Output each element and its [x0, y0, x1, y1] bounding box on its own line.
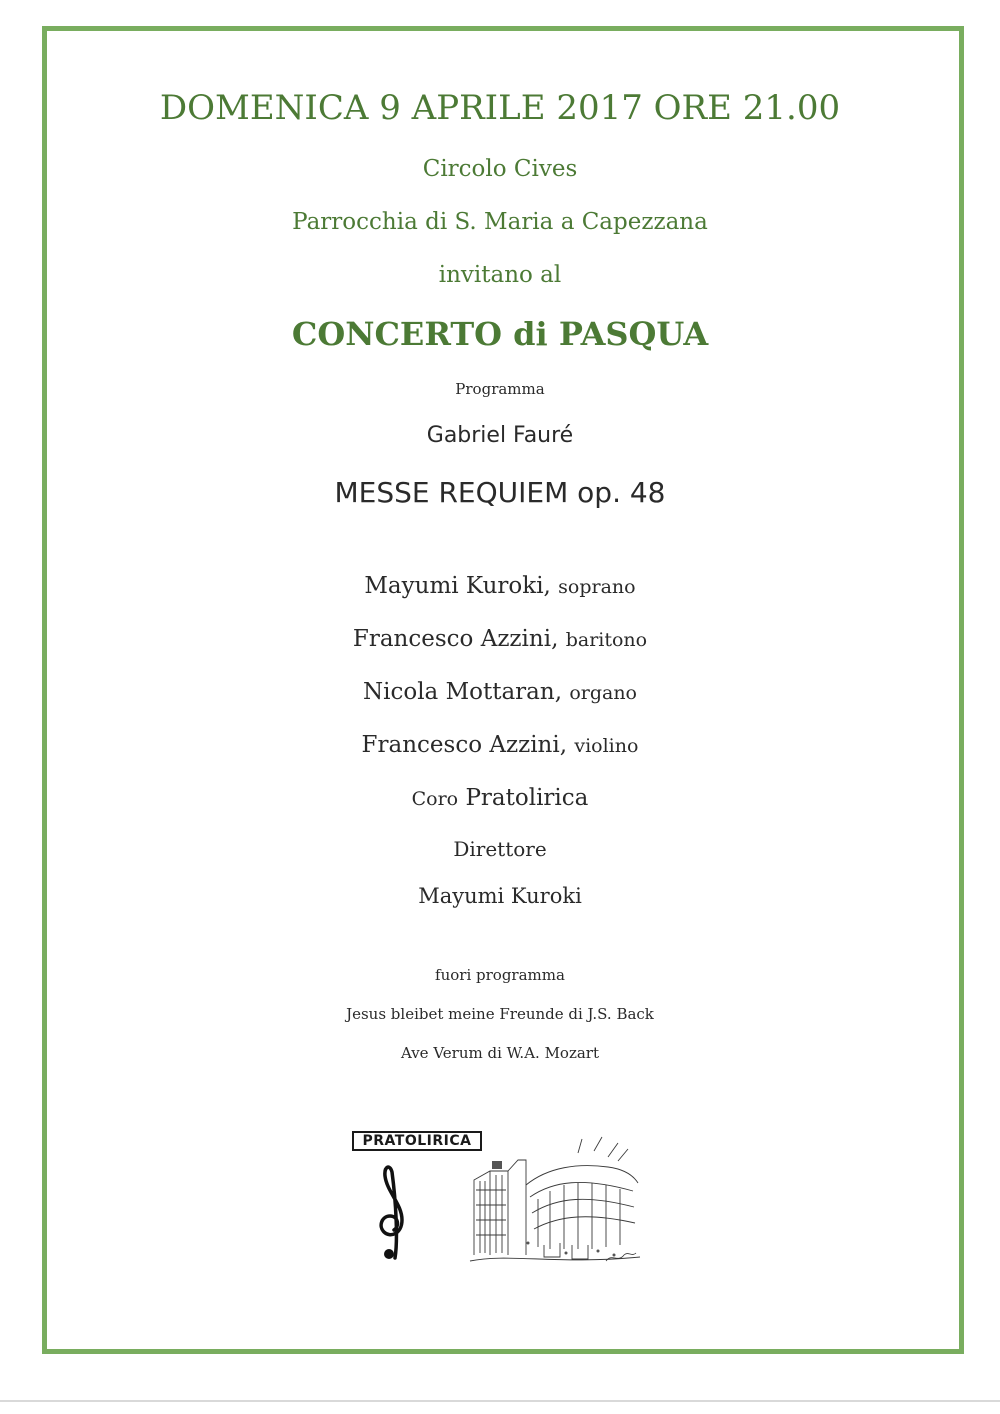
performer-role: baritono	[565, 629, 648, 651]
scan-edge-line	[0, 1400, 1000, 1402]
extras-label: fuori programma	[435, 966, 565, 984]
choir-name: Pratolirica	[465, 785, 589, 811]
performer-line	[0, 729, 1000, 762]
concert-title: CONCERTO di PASQUA	[291, 315, 709, 353]
performer-role: violino	[574, 735, 639, 757]
director-label: Direttore	[453, 837, 547, 861]
director-name: Mayumi Kuroki	[418, 884, 582, 908]
performer-name: Francesco Azzini,	[352, 626, 559, 652]
choir-line	[0, 782, 1000, 815]
performer-role: soprano	[558, 576, 636, 598]
extras-item: Ave Verum di W.A. Mozart	[400, 1044, 600, 1062]
pratolirica-logo-text: PRATOLIRICA	[352, 1131, 482, 1151]
extras-item: Jesus bleibet meine Freunde di J.S. Back	[346, 1005, 654, 1023]
program-label: Programma	[455, 380, 545, 398]
performer-name: Francesco Azzini,	[361, 732, 568, 758]
invite-text: invitano al	[438, 262, 562, 288]
choir-prefix: Coro	[411, 788, 459, 810]
composer-name: Gabriel Fauré	[426, 423, 574, 448]
performer-line	[0, 676, 1000, 709]
performer-name: Mayumi Kuroki,	[364, 573, 551, 599]
performer-line	[0, 570, 1000, 603]
event-date: DOMENICA 9 APRILE 2017 ORE 21.00	[159, 88, 841, 128]
host-parrocchia: Parrocchia di S. Maria a Capezzana	[292, 209, 708, 235]
performer-line	[0, 623, 1000, 656]
performer-name: Nicola Mottaran,	[362, 679, 562, 705]
host-circolo: Circolo Cives	[422, 156, 578, 182]
performer-role: organo	[569, 682, 637, 704]
treble-clef-icon	[368, 1162, 414, 1262]
work-title: MESSE REQUIEM op. 48	[334, 476, 666, 509]
theatre-sketch-illustration	[468, 1135, 643, 1270]
